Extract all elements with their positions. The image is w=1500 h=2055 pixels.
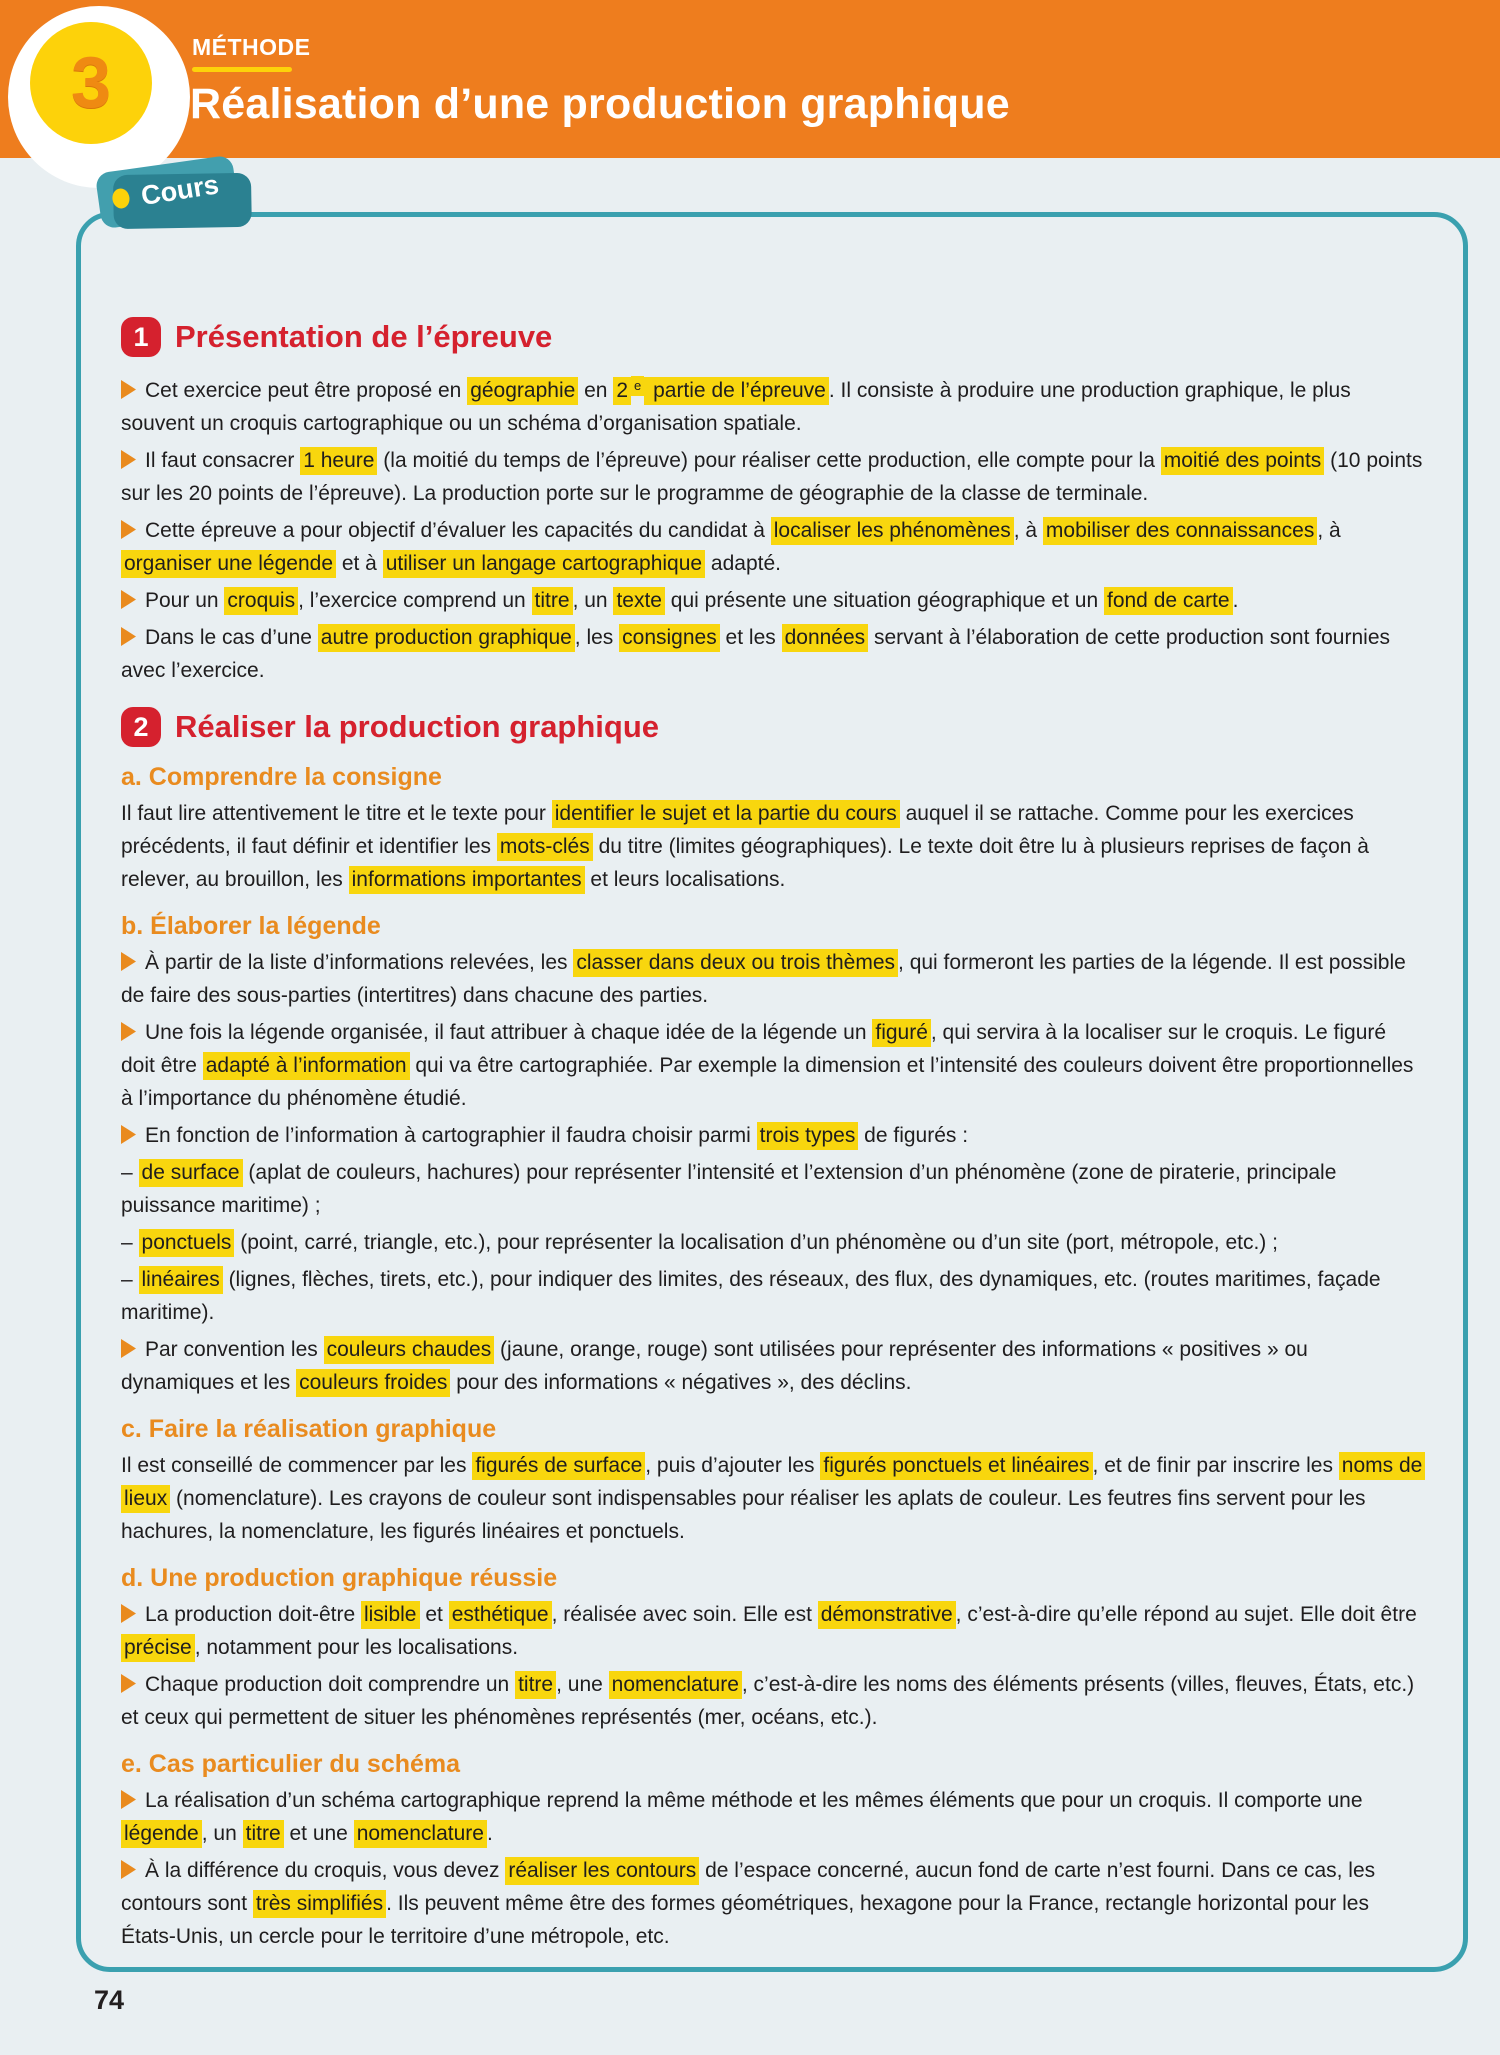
- arrow-bullet-icon: [121, 590, 136, 609]
- text-run: –: [121, 1268, 139, 1291]
- text-run: , une: [556, 1673, 609, 1696]
- text-run: adapté.: [705, 552, 781, 575]
- paragraph: [121, 1854, 1425, 1953]
- arrow-bullet-icon: [121, 380, 136, 399]
- method-kicker: MÉTHODE: [192, 34, 311, 60]
- text-run: À la différence du croquis, vous devez: [145, 1859, 506, 1882]
- text-run: Une fois la légende organisée, il faut attribuer à chaque idée de la légende un: [145, 1021, 873, 1044]
- highlighted-text: démonstrative: [818, 1601, 956, 1629]
- highlighted-text: nomenclature: [609, 1671, 742, 1699]
- paragraph: [121, 621, 1425, 687]
- highlighted-text: trois types: [757, 1122, 859, 1150]
- text-run: , puis d’ajouter les: [645, 1454, 821, 1477]
- arrow-bullet-icon: [121, 1604, 136, 1623]
- text-run: Il faut lire attentivement le titre et le texte pour: [121, 802, 552, 825]
- arrow-bullet-icon: [121, 1860, 136, 1879]
- text-run: du titre (limites géographiques). Le texte doit être lu à plusieurs reprises de façon à relever, au brouillon, les: [121, 835, 1369, 891]
- page-number: 74: [94, 1985, 125, 2015]
- tab-dot-icon: [111, 187, 131, 209]
- highlighted-text: organiser une légende: [121, 550, 336, 578]
- arrow-bullet-icon: [121, 952, 136, 971]
- text-run: Dans le cas d’une: [145, 626, 318, 649]
- header-band: [0, 0, 1500, 158]
- highlighted-text: lisible: [361, 1601, 420, 1629]
- highlighted-text: réaliser les contours: [505, 1857, 699, 1885]
- highlighted-text: couleurs froides: [296, 1369, 450, 1397]
- paragraph: [121, 1119, 1425, 1152]
- text-run: À partir de la liste d’informations relevées, les: [145, 951, 574, 974]
- course-content: [81, 217, 1463, 1957]
- text-run: qui va être cartographiée. Par exemple la dimension et l’intensité des couleurs doivent être proportionnelles à l’importance du phénomène étudié.: [121, 1054, 1414, 1110]
- arrow-bullet-icon: [121, 1022, 136, 1041]
- paragraph: [121, 1784, 1425, 1850]
- text-run: et à: [336, 552, 383, 575]
- highlighted-text: nomenclature: [354, 1820, 487, 1848]
- text-run: et leurs localisations.: [584, 868, 786, 891]
- text-run: (point, carré, triangle, etc.), pour représenter la localisation d’un phénomène ou d’un site (port, métropole, etc.) ;: [234, 1231, 1278, 1254]
- paragraph: [121, 1263, 1425, 1329]
- kicker-underline: [192, 67, 292, 72]
- text-run: .: [486, 1822, 493, 1845]
- highlighted-text: figurés ponctuels et linéaires: [820, 1452, 1092, 1480]
- course-tab-label: Cours: [138, 168, 221, 211]
- text-run: , c’est-à-dire qu’elle répond au sujet. Elle doit être: [955, 1603, 1417, 1626]
- text-run: . Il consiste à produire une production graphique, le plus souvent un croquis cartographique ou un schéma d’organisation spatiale.: [121, 379, 1351, 435]
- paragraph: [121, 584, 1425, 617]
- subsection-heading: b. Élaborer la légende: [121, 912, 381, 940]
- text-run: (lignes, flèches, tirets, etc.), pour indiquer des limites, des réseaux, des flux, des dynamiques, etc. (routes maritimes, façade maritime).: [121, 1268, 1381, 1324]
- text-run: et: [419, 1603, 449, 1626]
- text-run: pour des informations « négatives », des déclins.: [450, 1371, 912, 1394]
- text-run: (jaune, orange, rouge) sont utilisées pour représenter des informations « positives » ou dynamiques et les: [121, 1338, 1308, 1394]
- text-run: (10 points sur les 20 points de l’épreuve). La production porte sur le programme de géographie de la classe de terminale.: [121, 449, 1423, 505]
- paragraph: [121, 797, 1425, 896]
- text-run: , l’exercice comprend un: [298, 589, 532, 612]
- text-run: , à: [1013, 519, 1043, 542]
- highlighted-text: croquis: [224, 587, 298, 615]
- text-run: .: [1232, 589, 1239, 612]
- highlighted-text: informations importantes: [349, 866, 585, 894]
- text-run: et les: [719, 626, 782, 649]
- highlighted-text: utiliser un langage cartographique: [383, 550, 705, 578]
- text-run: En fonction de l’information à cartographier il faudra choisir parmi: [145, 1124, 757, 1147]
- highlighted-text: noms de lieux: [121, 1452, 1425, 1513]
- highlighted-text: titre: [532, 587, 573, 615]
- paragraph: [121, 369, 1425, 440]
- highlighted-text: identifier le sujet et la partie du cours: [552, 800, 900, 828]
- highlighted-text: classer dans deux ou trois thèmes: [573, 949, 898, 977]
- paragraph: [121, 444, 1425, 510]
- text-run: servant à l’élaboration de cette production sont fournies avec l’exercice.: [121, 626, 1390, 682]
- text-run: en: [578, 379, 614, 402]
- arrow-bullet-icon: [121, 1125, 136, 1144]
- text-run: , un: [572, 589, 614, 612]
- highlighted-text: très simplifiés: [253, 1890, 386, 1918]
- highlighted-text: linéaires: [139, 1266, 223, 1294]
- paragraph: [121, 1016, 1425, 1115]
- paragraph: [121, 1156, 1425, 1222]
- text-run: Pour un: [145, 589, 225, 612]
- page-title: Réalisation d’une production graphique: [190, 80, 1010, 128]
- text-run: , qui servira à la localiser sur le croquis. Le figuré doit être: [121, 1021, 1387, 1077]
- highlighted-text: partie de l’épreuve: [644, 377, 829, 405]
- arrow-bullet-icon: [121, 1674, 136, 1693]
- section-number-badge: 1: [121, 317, 161, 357]
- highlighted-text: ponctuels: [139, 1229, 235, 1257]
- text-run: Il faut consacrer: [145, 449, 301, 472]
- section-heading: [121, 317, 1425, 357]
- highlighted-text: mobiliser des connaissances: [1043, 517, 1317, 545]
- arrow-bullet-icon: [121, 1339, 136, 1358]
- text-run: –: [121, 1161, 139, 1184]
- highlighted-text: géographie: [467, 377, 578, 405]
- highlighted-text: autre production graphique: [318, 624, 575, 652]
- text-run: Cet exercice peut être proposé en: [145, 379, 468, 402]
- subsection-heading: d. Une production graphique réussie: [121, 1564, 558, 1592]
- highlighted-text: moitié des points: [1161, 447, 1325, 475]
- arrow-bullet-icon: [121, 520, 136, 539]
- highlighted-text: titre: [515, 1671, 556, 1699]
- text-run: Cette épreuve a pour objectif d’évaluer les capacités du candidat à: [145, 519, 771, 542]
- arrow-bullet-icon: [121, 450, 136, 469]
- highlighted-text: adapté à l’information: [203, 1052, 410, 1080]
- paragraph: [121, 1668, 1425, 1734]
- method-number-badge: [30, 22, 152, 144]
- highlighted-text: texte: [613, 587, 665, 615]
- section-title: Présentation de l’épreuve: [175, 318, 553, 354]
- arrow-bullet-icon: [121, 1790, 136, 1809]
- text-run: qui présente une situation géographique et un: [664, 589, 1104, 612]
- paragraph: [121, 1226, 1425, 1259]
- text-run: (nomenclature). Les crayons de couleur sont indispensables pour réaliser les aplats de couleur. Les feutres fins servent pour les hachures, la nomenclature, les figurés linéaires et ponctuels.: [121, 1487, 1366, 1543]
- text-run: , un: [201, 1822, 243, 1845]
- course-box: [76, 212, 1468, 1972]
- highlighted-text: titre: [243, 1820, 284, 1848]
- subsection-heading: c. Faire la réalisation graphique: [121, 1415, 497, 1443]
- text-run: . Ils peuvent même être des formes géométriques, hexagone pour la France, rectangle horizontal pour les États-Unis, un cercle pour le territoire d’une métropole, etc.: [121, 1892, 1369, 1948]
- text-run: La réalisation d’un schéma cartographique reprend la même méthode et les mêmes éléments que pour un croquis. Il comporte une: [145, 1789, 1363, 1812]
- text-run: Il est conseillé de commencer par les: [121, 1454, 473, 1477]
- section-number-badge: 2: [121, 707, 161, 747]
- highlighted-text: 2: [613, 377, 631, 405]
- arrow-bullet-icon: [121, 627, 136, 646]
- highlighted-text: consignes: [619, 624, 720, 652]
- text-run: Par convention les: [145, 1338, 324, 1361]
- text-run: , les: [574, 626, 620, 649]
- paragraph: [121, 946, 1425, 1012]
- text-run: Chaque production doit comprendre un: [145, 1673, 516, 1696]
- subsection-heading: a. Comprendre la consigne: [121, 763, 442, 791]
- highlighted-text: esthétique: [449, 1601, 552, 1629]
- highlighted-text: figurés de surface: [472, 1452, 645, 1480]
- text-run: , à: [1317, 519, 1341, 542]
- text-run: –: [121, 1231, 139, 1254]
- paragraph: [121, 1333, 1425, 1399]
- highlighted-text: données: [782, 624, 869, 652]
- highlighted-text: mots-clés: [497, 833, 593, 861]
- paragraph: [121, 1598, 1425, 1664]
- highlighted-text: e: [631, 376, 644, 396]
- text-run: , c’est-à-dire les noms des éléments présents (villes, fleuves, États, etc.) et ceux qui permettent de situer les phénomènes représentés (mer, océans, etc.).: [121, 1673, 1415, 1729]
- highlighted-text: figuré: [872, 1019, 931, 1047]
- highlighted-text: couleurs chaudes: [324, 1336, 495, 1364]
- highlighted-text: de surface: [139, 1159, 243, 1187]
- paragraph: [121, 1449, 1425, 1548]
- text-run: , et de finir par inscrire les: [1092, 1454, 1339, 1477]
- text-run: et une: [283, 1822, 354, 1845]
- text-run: de figurés :: [858, 1124, 969, 1147]
- subsection-heading: e. Cas particulier du schéma: [121, 1750, 461, 1778]
- section-heading: [121, 707, 1425, 747]
- paragraph: [121, 514, 1425, 580]
- text-run: , notamment pour les localisations.: [194, 1636, 519, 1659]
- text-run: , qui formeront les parties de la légende. Il est possible de faire des sous-parties (intertitres) dans chacune des parties.: [121, 951, 1406, 1007]
- text-run: (aplat de couleurs, hachures) pour représenter l’intensité et l’extension d’un phénomène (zone de piraterie, principale puissance maritime) ;: [121, 1161, 1337, 1217]
- highlighted-text: légende: [121, 1820, 202, 1848]
- highlighted-text: localiser les phénomènes: [771, 517, 1014, 545]
- highlighted-text: 1 heure: [300, 447, 377, 475]
- text-run: (la moitié du temps de l’épreuve) pour réaliser cette production, elle compte pour la: [377, 449, 1161, 472]
- text-run: auquel il se rattache. Comme pour les exercices précédents, il faut définir et identifier les: [121, 802, 1354, 858]
- method-number: 3: [70, 43, 112, 123]
- text-run: , réalisée avec soin. Elle est: [551, 1603, 818, 1626]
- highlighted-text: précise: [121, 1634, 195, 1662]
- section-title: Réaliser la production graphique: [175, 708, 660, 744]
- text-run: La production doit-être: [145, 1603, 361, 1626]
- text-run: de l’espace concerné, aucun fond de carte n’est fourni. Dans ce cas, les contours sont: [121, 1859, 1376, 1915]
- highlighted-text: fond de carte: [1104, 587, 1233, 615]
